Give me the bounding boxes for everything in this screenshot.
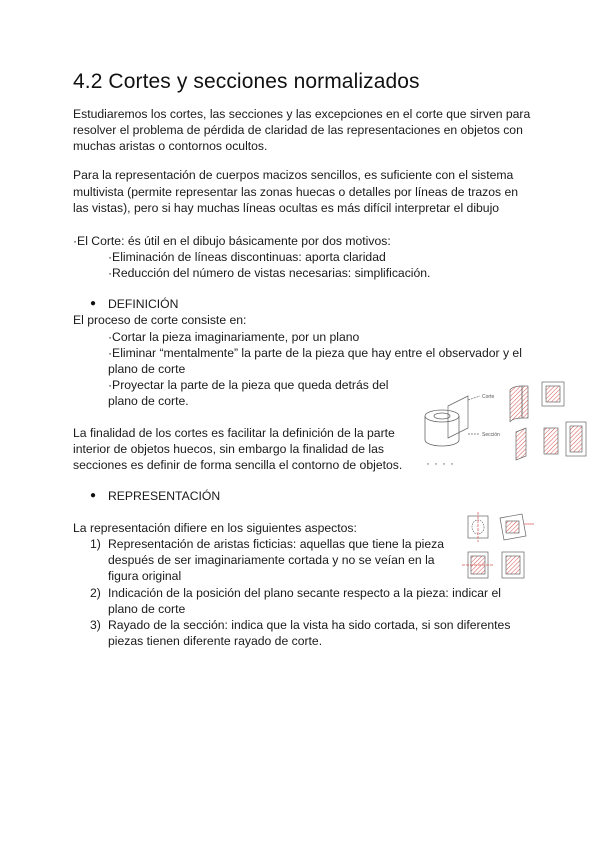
item-1-line-1: Representación de aristas ficticias: aquellas que tiene la pieza	[108, 537, 445, 551]
bullet-representacion: ●	[90, 490, 97, 501]
bottom-right-view	[502, 552, 524, 578]
motivo-2: ·Reducción del número de vistas necesarias: simplificación.	[108, 266, 431, 280]
definicion-step-2b: plano de corte	[108, 362, 186, 376]
cylinder-piece	[425, 410, 459, 446]
definicion-intro: El proceso de corte consiste en:	[73, 313, 247, 327]
definicion-step-3b: plano de corte.	[108, 394, 189, 408]
item-2-line-2: plano de corte	[108, 602, 186, 616]
definicion-step-1: ·Cortar la pieza imaginariamente, por un plano	[108, 330, 360, 344]
para2-line-2: multivista (permite representar las zonas huecas o detalles por líneas de trazos en	[73, 185, 519, 199]
cut-result-piece	[510, 386, 528, 422]
definicion-step-3: ·Proyectar la parte de la pieza que queda detrás del	[108, 378, 389, 392]
definicion-step-2: ·Eliminar “mentalmente” la parte de la pieza que hay entre el observador y el	[108, 346, 522, 360]
corte-intro: ·El Corte: és útil en el dibujo básicamente por dos motivos:	[73, 234, 391, 248]
intro-line-1: Estudiaremos los cortes, las secciones y las excepciones en el corte que sirven para	[73, 107, 531, 121]
representacion-heading: REPRESENTACIÓN	[108, 489, 221, 503]
finalidad-line-1: La finalidad de los cortes es facilitar la definición de la parte	[73, 426, 395, 440]
para2-line-1: Para la representación de cuerpos macizos sencillos, es suficiente con el sistema	[73, 168, 514, 182]
para2-line-3: las vistas), pero si hay muchas líneas ocultas es más difícil interpretar el dibujo	[73, 201, 500, 215]
bullet-definicion: ●	[90, 298, 97, 309]
page-title: 4.2 Cortes y secciones normalizados	[73, 70, 420, 93]
finalidad-line-3: secciones es definir de forma sencilla el contorno de objetos.	[73, 458, 403, 472]
top-right-view	[500, 514, 534, 540]
item-2-number: 2)	[90, 586, 101, 600]
item-1-line-2: después de ser imaginariamente cortada y no se veían en la	[108, 553, 435, 567]
definicion-heading: DEFINICIÓN	[108, 297, 179, 311]
right-views	[542, 382, 586, 456]
item-3-line-1: Rayado de la sección: indica que la vista ha sido cortada, si son diferentes	[108, 618, 511, 632]
item-2-line-1: Indicación de la posición del plano secante respecto a la pieza: indicar el	[108, 586, 501, 600]
finalidad-line-2: interior de objetos huecos, sin embargo la finalidad de las	[73, 442, 384, 456]
item-1-number: 1)	[90, 537, 101, 551]
top-left-view	[468, 512, 488, 542]
item-3-number: 3)	[90, 618, 101, 632]
intro-line-3: muchas aristas o contornos ocultos.	[73, 139, 268, 153]
motivo-1: ·Eliminación de líneas discontinuas: aporta claridad	[108, 250, 386, 264]
figure-label-corte: Corte	[482, 394, 495, 400]
section-result-piece	[516, 428, 526, 460]
item-1-line-3: figura original	[108, 569, 182, 583]
dotted-markers	[427, 463, 452, 464]
intro-line-2: resolver el problema de pérdida de claridad de las representaciones en objetos con	[73, 123, 523, 137]
representacion-intro: La representación difiere en los siguientes aspectos:	[73, 521, 357, 535]
corte-seccion-illustration	[418, 378, 590, 468]
bottom-left-view	[462, 552, 494, 578]
item-3-line-2: piezas tienen diferente rayado de corte.	[108, 634, 323, 648]
representacion-illustration	[462, 512, 538, 590]
figure-label-seccion: Sección	[482, 432, 500, 438]
cutting-plane-top	[448, 396, 480, 438]
